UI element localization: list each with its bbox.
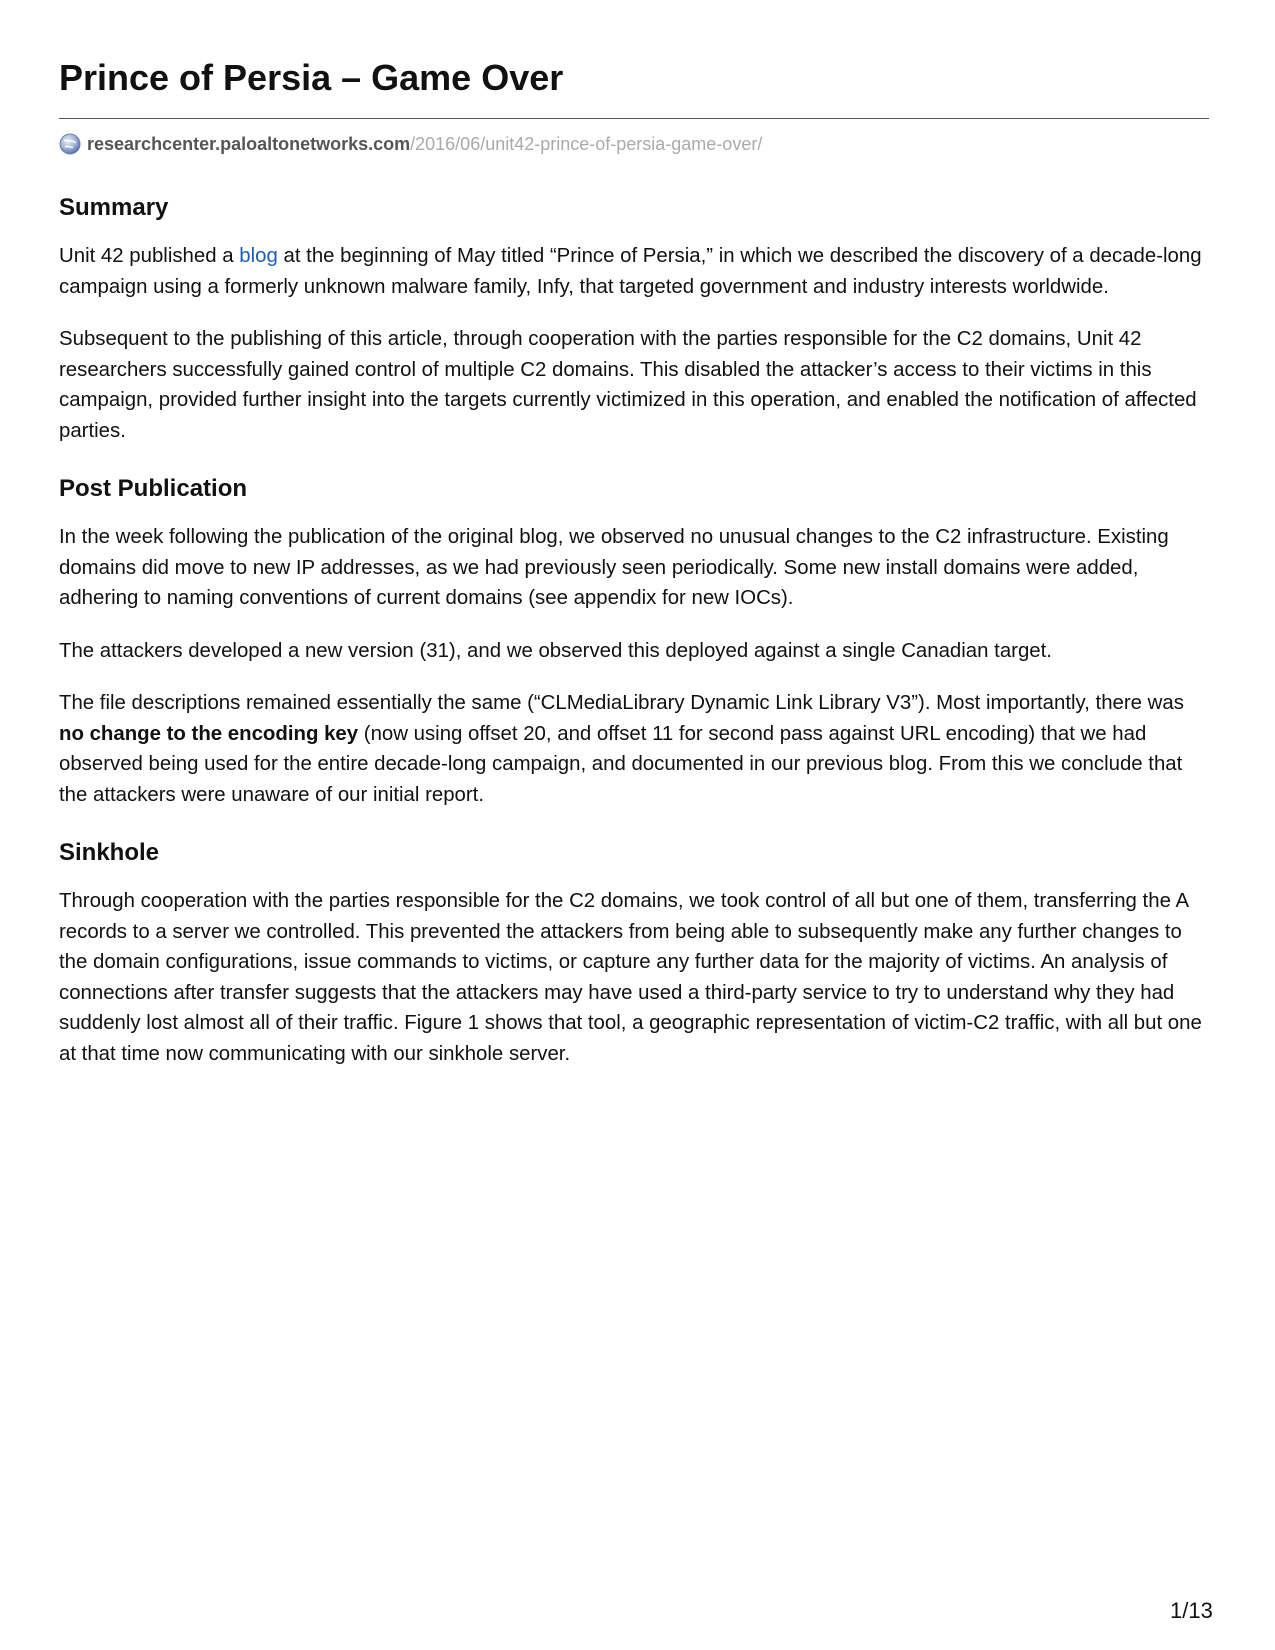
globe-icon xyxy=(59,133,81,155)
page-number: 1/13 xyxy=(1170,1598,1213,1623)
summary-paragraph-2: Subsequent to the publishing of this article, through cooperation with the parties responsible for the C2 domains, Unit 42 researchers successfully gained control of multiple C2 domains. This disabled the attacker’s access to their victims in this campaign, provided further insight into the targets currently victimized in this operation, and enabled the notification of affected parties. xyxy=(59,328,1197,442)
encoding-key-emphasis: no change to the encoding key xyxy=(59,722,359,745)
section-heading-post-publication: Post Publication xyxy=(59,475,248,502)
post-publication-paragraph-1: In the week following the publication of the original blog, we observed no unusual changes to the C2 infrastructure. Existing domains did move to new IP addresses, as we had previously seen periodically. Some new install domains were added, adhering to naming conventions of current domains (see appendix for new IOCs). xyxy=(59,526,1169,609)
blog-link[interactable]: blog xyxy=(239,245,278,267)
post-publication-p3-text-end: (now using offset 20, and offset 11 for second pass against URL encoding) that we had observed being used for the entire decade-long campaign, and documented in our previous blog. From this we conclude that the attackers were unaware of our initial report. xyxy=(59,722,1183,806)
summary-p1-text-start: Unit 42 published a xyxy=(59,245,240,267)
title-divider xyxy=(59,118,1209,119)
source-path[interactable]: /2016/06/unit42-prince-of-persia-game-over/ xyxy=(410,133,763,154)
post-publication-paragraph-2: The attackers developed a new version (31), and we observed this deployed against a single Canadian target. xyxy=(59,639,1052,662)
page-title: Prince of Persia – Game Over xyxy=(59,57,564,98)
article-body xyxy=(59,193,1209,1091)
section-heading-summary: Summary xyxy=(59,194,169,221)
summary-paragraph-1 xyxy=(59,241,1209,302)
section-heading-sinkhole: Sinkhole xyxy=(59,839,160,866)
summary-p1-text-end: at the beginning of May titled “Prince of Persia,” in which we described the discovery of a decade-long campaign using a formerly unknown malware family, Infy, that targeted government and industry interests worldwide. xyxy=(59,245,1202,298)
post-publication-p3-text-start: The file descriptions remained essentially the same (“CLMediaLibrary Dynamic Link Library V3”). Most importantly, there was xyxy=(59,692,1184,714)
source-domain[interactable]: researchcenter.paloaltonetworks.com xyxy=(87,133,411,154)
source-url[interactable] xyxy=(59,132,762,156)
post-publication-paragraph-3 xyxy=(59,688,1209,810)
sinkhole-paragraph-1: Through cooperation with the parties responsible for the C2 domains, we took control of all but one of them, transferring the A records to a server we controlled. This prevented the attackers from being able to subsequently make any further changes to the domain configurations, issue commands to victims, or capture any further data for the majority of victims. An analysis of connections after transfer suggests that the attackers may have used a third-party service to try to understand why they had suddenly lost almost all of their traffic. Figure 1 shows that tool, a geographic representation of victim-C2 traffic, with all but one at that time now communicating with our sinkhole server. xyxy=(59,890,1202,1065)
